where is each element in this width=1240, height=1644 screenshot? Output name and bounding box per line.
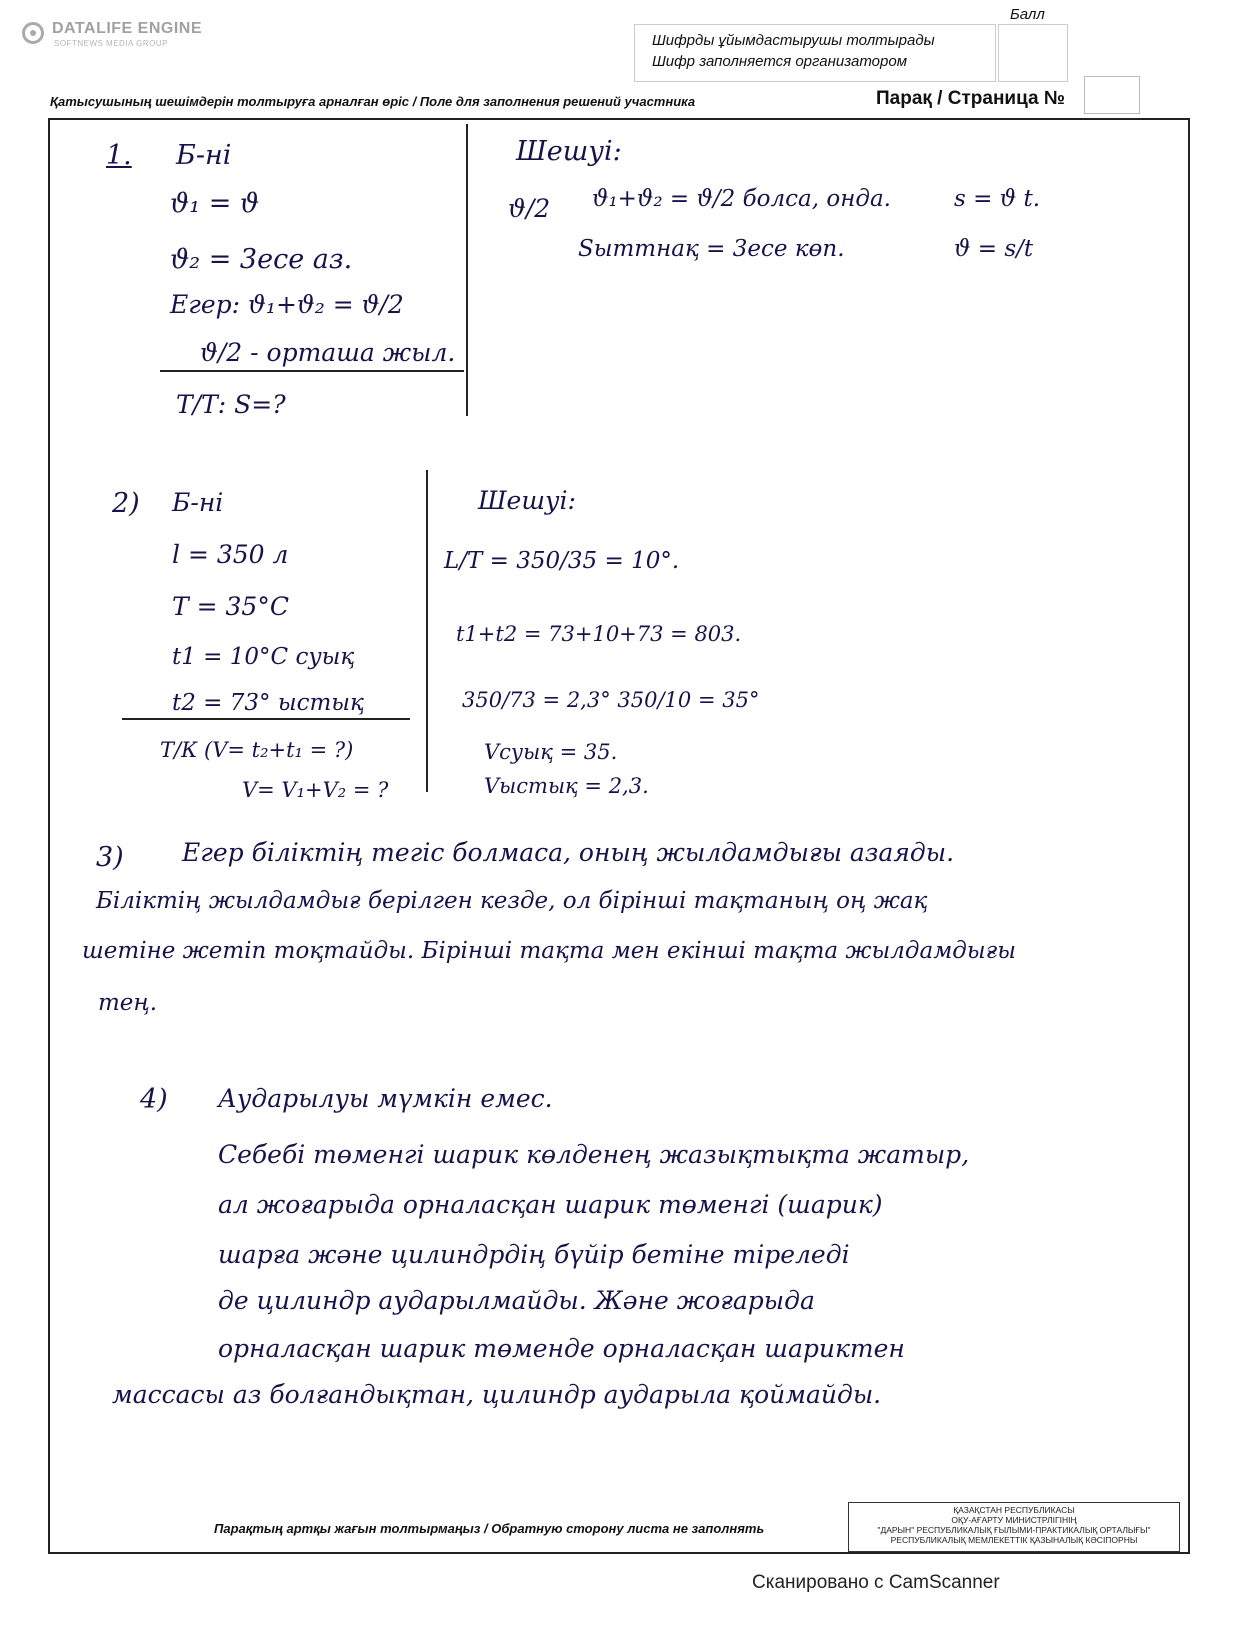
problem1-given-2: ϑ₁ = ϑ: [170, 188, 260, 219]
problem1-given-1: Б-ні: [176, 140, 232, 171]
problem1-solution-frac: ϑ/2: [508, 194, 551, 223]
problem2-column-divider: [426, 470, 428, 792]
problem1-formula-2: ϑ = s/t: [954, 236, 1034, 262]
problem2-find-1: Т/К (V= t₂+t₁ = ?): [160, 738, 354, 762]
score-label: Балл: [1010, 6, 1045, 23]
problem3-line-4: тең.: [98, 990, 158, 1016]
problem4-line-5: де цилиндр аударылмайды. Және жоғарыда: [218, 1286, 815, 1315]
problem2-solution-3: 350/73 = 2,3° 350/10 = 35°: [462, 688, 760, 712]
back-side-note: Парақтың артқы жағын толтырмаңыз / Обратную сторону листа не заполнять: [214, 1521, 765, 1536]
problem1-find: Т/Т: S=?: [176, 390, 286, 419]
problem1-number: 1.: [106, 140, 132, 171]
problem2-solution-5: Vыстық = 2,3.: [484, 774, 649, 798]
stamp-line-4: РЕСПУБЛИКАЛЫҚ МЕМЛЕКЕТТІК ҚАЗЫНАЛЫҚ КӘСІПОРНЫ: [890, 1535, 1138, 1545]
problem2-solution-1: L/T = 350/35 = 10°.: [444, 548, 680, 574]
problem1-given-4: Егер: ϑ₁+ϑ₂ = ϑ/2: [170, 290, 404, 319]
problem2-given-2: l = 350 л: [172, 540, 289, 569]
problem1-formula-1: s = ϑ t.: [954, 186, 1041, 212]
problem4-line-1: Аударылуы мүмкін емес.: [218, 1084, 553, 1113]
field-title: Қатысушының шешімдерін толтыруға арналған өріс / Поле для заполнения решений участника: [50, 94, 696, 109]
problem2-given-1: Б-ні: [172, 488, 224, 517]
problem3-line-1: Егер біліктің тегіс болмаса, оның жылдамдығы азаяды.: [182, 838, 955, 867]
problem3-line-2: Біліктің жылдамдығ берілген кезде, ол бірінші тақтаның оң жақ: [96, 888, 928, 914]
stamp-line-3: "ДАРЫН" РЕСПУБЛИКАЛЫҚ ҒЫЛЫМИ-ПРАКТИКАЛЫҚ ОРТАЛЫҒЫ": [877, 1525, 1151, 1535]
problem1-solution-title: Шешуі:: [516, 136, 622, 167]
problem2-solution-title: Шешуі:: [478, 486, 576, 515]
problem2-number: 2): [112, 488, 140, 519]
problem1-given-3: ϑ₂ = 3есе аз.: [170, 244, 353, 275]
problem1-solution-1: ϑ₁+ϑ₂ = ϑ/2 болса, онда.: [592, 186, 891, 212]
problem2-given-5: t2 = 73° ыстық: [172, 690, 364, 716]
watermark-title: DATALIFE ENGINE: [52, 20, 203, 37]
problem4-line-2: Себебі төменгі шарик көлденең жазықтықта жатыр,: [218, 1140, 970, 1169]
problem2-given-3: T = 35°C: [172, 592, 289, 621]
camscanner-note: Сканировано с CamScanner: [752, 1572, 1000, 1593]
stamp-line-2: ОҚУ-АҒАРТУ МИНИСТРЛІГІНІҢ: [951, 1515, 1077, 1525]
problem1-given-5: ϑ/2 - орташа жыл.: [200, 338, 456, 367]
cipher-note-ru: Шифр заполняется организатором: [652, 53, 907, 70]
problem4-number: 4): [140, 1084, 168, 1115]
page-number-box: [1084, 76, 1140, 114]
institution-stamp: [848, 1502, 1180, 1552]
problem4-line-7: массасы аз болғандықтан, цилиндр аударыла қоймайды.: [112, 1380, 882, 1409]
page-number-label: Парақ / Страница №: [876, 88, 1066, 109]
problem2-given-divider: [122, 718, 410, 720]
problem3-line-3: шетіне жетіп тоқтайды. Бірінші тақта мен екінші тақта жылдамдығы: [82, 938, 1016, 964]
watermark-subtitle: SOFTNEWS MEDIA GROUP: [54, 39, 169, 48]
problem2-solution-4: Vсуық = 35.: [484, 740, 618, 764]
problem2-given-4: t1 = 10°C суық: [172, 644, 355, 670]
stamp-line-1: ҚАЗАҚСТАН РЕСПУБЛИКАСЫ: [953, 1505, 1075, 1515]
problem1-solution-2: Sыттнақ = 3есе көп.: [578, 236, 845, 262]
logo-icon: [22, 22, 44, 44]
problem2-solution-2: t1+t2 = 73+10+73 = 803.: [456, 622, 742, 646]
cipher-note-kz: Шифрды ұйымдастырушы толтырады: [652, 32, 935, 49]
problem4-line-3: ал жоғарыда орналасқан шарик төменгі (шарик): [218, 1190, 883, 1219]
problem4-line-6: орналасқан шарик төменде орналасқан шариктен: [218, 1334, 905, 1363]
problem1-given-divider: [160, 370, 464, 372]
problem3-number: 3): [96, 842, 124, 873]
watermark-logo: [22, 20, 212, 50]
score-box: [998, 24, 1068, 82]
problem4-line-4: шарға және цилиндрдің бүйір бетіне тіреледі: [218, 1240, 850, 1269]
problem2-find-2: V= V₁+V₂ = ?: [242, 778, 389, 802]
problem1-column-divider: [466, 124, 468, 416]
